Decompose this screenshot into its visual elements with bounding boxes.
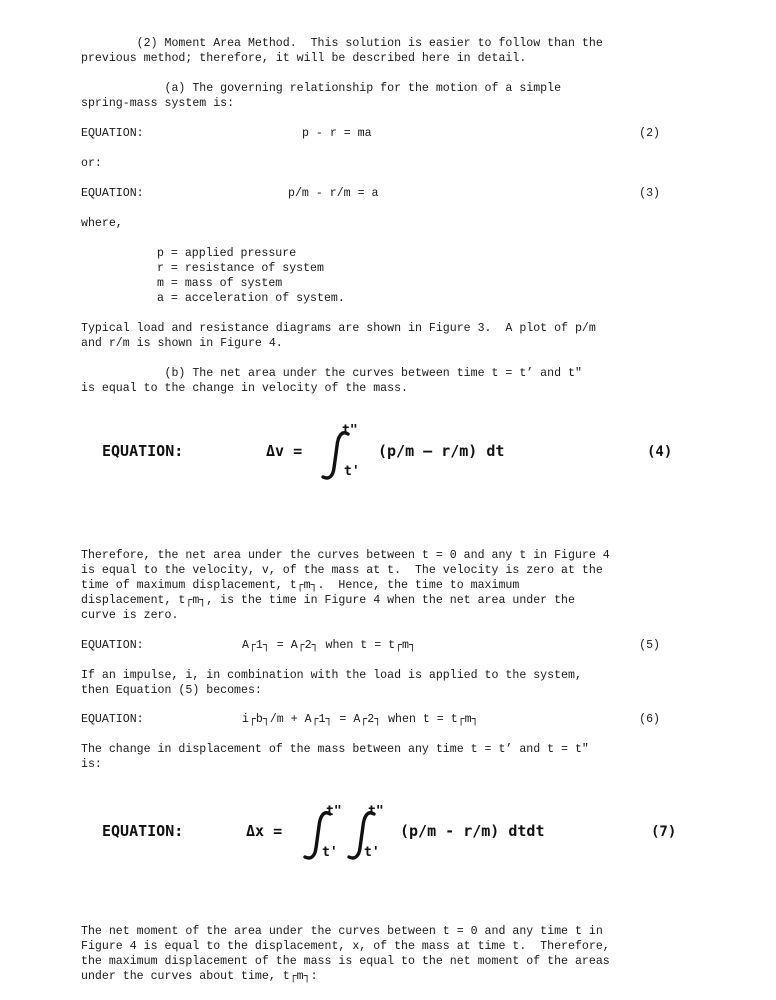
paragraph-displacement-line1: The change in displacement of the mass between any time t = t’ and t = t" <box>81 743 589 756</box>
paragraph-moment-line3: the maximum displacement of the mass is equal to the net moment of the areas <box>81 955 610 968</box>
equation-6-expression: i┌b┐/m + A┌1┐ = A┌2┐ when t = t┌m┐ <box>242 713 479 726</box>
definition-item: r = resistance of system <box>157 262 324 275</box>
paragraph-net-area-line2: is equal to the change in velocity of the mass. <box>81 382 408 395</box>
definition-item: a = acceleration of system. <box>157 292 345 305</box>
equation-5-number: (5) <box>639 639 660 652</box>
paragraph-governing-line1: (a) The governing relationship for the motion of a simple <box>81 82 562 95</box>
paragraph-diagrams-line2: and r/m is shown in Figure 4. <box>81 337 283 350</box>
equation-7-integrand: (p/m - r/m) dtdt <box>400 822 545 840</box>
paragraph-displacement-line2: is: <box>81 758 102 771</box>
equation-6-label: EQUATION: <box>81 713 144 726</box>
paragraph-moment-line1: The net moment of the area under the curves between t = 0 and any time t in <box>81 925 603 938</box>
paragraph-velocity-line1: Therefore, the net area under the curves between t = 0 and any t in Figure 4 <box>81 549 610 562</box>
equation-7-lower-limit-2: t' <box>364 845 380 860</box>
paragraph-velocity-line3: time of maximum displacement, t┌m┐. Hence, the time to maximum <box>81 579 520 592</box>
equation-3-expression: p/m - r/m = a <box>288 187 379 200</box>
paragraph-impulse-line2: then Equation (5) becomes: <box>81 684 262 697</box>
paragraph-velocity-line5: curve is zero. <box>81 609 179 622</box>
equation-4-lhs: Δv = <box>266 442 303 460</box>
definition-item: p = applied pressure <box>157 247 297 260</box>
paragraph-moment-area-line2: previous method; therefore, it will be described here in detail. <box>81 52 527 65</box>
equation-7-upper-limit-2: t" <box>368 804 384 819</box>
equation-4-number: (4) <box>647 444 673 460</box>
definition-item: m = mass of system <box>157 277 283 290</box>
equation-7-number: (7) <box>651 824 677 840</box>
equation-3-number: (3) <box>639 187 660 200</box>
equation-5-expression: A┌1┐ = A┌2┐ when t = t┌m┐ <box>242 639 416 652</box>
equation-2-expression: p - r = ma <box>302 127 372 140</box>
paragraph-diagrams-line1: Typical load and resistance diagrams are shown in Figure 3. A plot of p/m <box>81 322 596 335</box>
text-where: where, <box>81 217 123 230</box>
equation-7-lower-limit-1: t' <box>322 845 338 860</box>
equation-7-upper-limit-1: t" <box>326 804 342 819</box>
paragraph-moment-area-line1: (2) Moment Area Method. This solution is easier to follow than the <box>81 37 603 50</box>
paragraph-impulse-line1: If an impulse, i, in combination with the load is applied to the system, <box>81 669 582 682</box>
equation-7-label: EQUATION: <box>102 822 184 840</box>
equation-5-label: EQUATION: <box>81 639 144 652</box>
equation-7-lhs: Δx = <box>246 822 283 840</box>
equation-4-integrand: (p/m – r/m) dt <box>378 442 505 460</box>
equation-4-lower-limit: t' <box>344 464 360 479</box>
equation-2-label: EQUATION: <box>81 127 144 140</box>
paragraph-velocity-line4: displacement, t┌m┐, is the time in Figure 4 when the net area under the <box>81 594 575 607</box>
paragraph-moment-line4: under the curves about time, t┌m┐: <box>81 970 318 983</box>
paragraph-governing-line2: spring-mass system is: <box>81 97 235 110</box>
equation-3-label: EQUATION: <box>81 187 144 200</box>
paragraph-moment-line2: Figure 4 is equal to the displacement, x, of the mass at time t. Therefore, <box>81 940 610 953</box>
equation-2-number: (2) <box>639 127 660 140</box>
paragraph-velocity-line2: is equal to the velocity, v, of the mass at t. The velocity is zero at the <box>81 564 603 577</box>
text-or: or: <box>81 157 102 170</box>
equation-4-label: EQUATION: <box>102 442 184 460</box>
equation-4-upper-limit: t" <box>342 423 358 438</box>
paragraph-net-area-line1: (b) The net area under the curves between time t = t’ and t" <box>81 367 582 380</box>
equation-6-number: (6) <box>639 713 660 726</box>
